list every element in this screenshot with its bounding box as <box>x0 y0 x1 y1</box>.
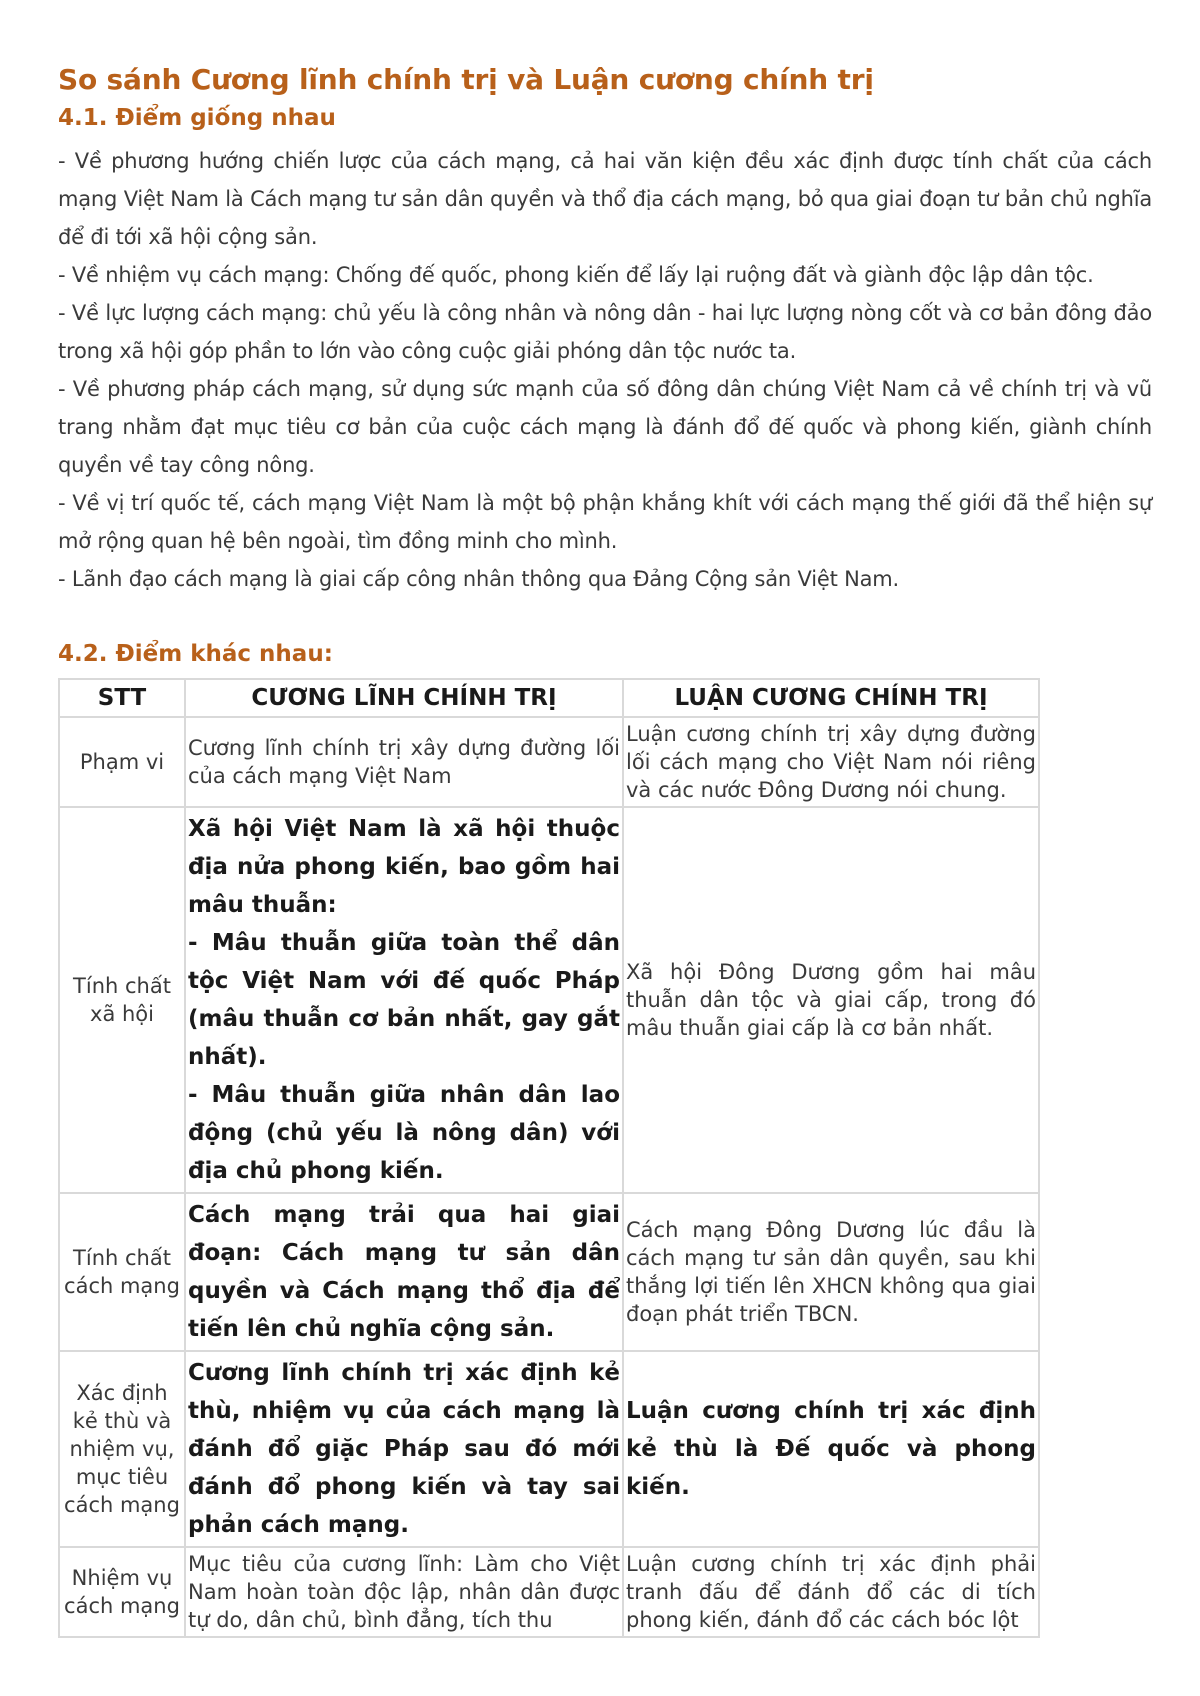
similarity-paragraph: - Về phương pháp cách mạng, sử dụng sức mạnh của số đông dân chúng Việt Nam cả về chính trị và vũ trang nhằm đạt mục tiêu cơ bản của cuộc cách mạng là đánh đổ đế quốc và phong kiến, giành chính quyền về tay công nông. <box>58 377 1152 477</box>
similarities-list <box>58 142 1152 598</box>
row-label-cell: Phạm vi <box>59 717 185 807</box>
table-body <box>59 717 1039 1637</box>
similarity-paragraph: - Về nhiệm vụ cách mạng: Chống đế quốc, phong kiến để lấy lại ruộng đất và giành độc lập dân tộc. <box>58 263 1094 287</box>
luan-cuong-cell <box>623 1547 1039 1637</box>
row-label-cell: Nhiệm vụ cách mạng <box>59 1547 185 1637</box>
row-label-cell: Xác định kẻ thù và nhiệm vụ, mục tiêu cách mạng <box>59 1351 185 1547</box>
cell-text: Xã hội Việt Nam là xã hội thuộc địa nửa phong kiến, bao gồm hai mâu thuẫn: <box>188 816 620 918</box>
section-heading-similarities: 4.1. Điểm giống nhau <box>58 105 336 131</box>
comparison-table <box>58 678 1040 1638</box>
cuong-linh-cell <box>185 717 623 807</box>
luan-cuong-cell <box>623 1351 1039 1547</box>
similarity-paragraph: - Về lực lượng cách mạng: chủ yếu là công nhân và nông dân - hai lực lượng nòng cốt và cơ bản đông đảo trong xã hội góp phần to lớn vào công cuộc giải phóng dân tộc nước ta. <box>58 301 1152 363</box>
cuong-linh-cell <box>185 1547 623 1637</box>
cuong-linh-cell <box>185 1351 623 1547</box>
cell-text: Luận cương chính trị xây dựng đường lối cách mạng cho Việt Nam nói riêng và các nước Đông Dương nói chung. <box>626 722 1036 802</box>
cell-text: Luận cương chính trị xác định kẻ thù là Đế quốc và phong kiến. <box>626 1398 1036 1500</box>
table-row <box>59 717 1039 807</box>
cell-text: Mục tiêu của cương lĩnh: Làm cho Việt Nam hoàn toàn độc lập, nhân dân được tự do, dân chủ, bình đẳng, tích thu <box>188 1552 620 1632</box>
section-heading-differences: 4.2. Điểm khác nhau: <box>58 641 333 667</box>
table-row <box>59 1547 1039 1637</box>
table-row <box>59 807 1039 1193</box>
similarity-paragraph: - Về vị trí quốc tế, cách mạng Việt Nam là một bộ phận khắng khít với cách mạng thế giới đã thể hiện sự mở rộng quan hệ bên ngoài, tìm đồng minh cho mình. <box>58 491 1152 553</box>
cell-text: Luận cương chính trị xác định phải tranh đấu để đánh đổ các di tích phong kiến, đánh đổ các cách bóc lột <box>626 1552 1036 1632</box>
cell-text: - Mâu thuẫn giữa toàn thể dân tộc Việt Nam với đế quốc Pháp (mâu thuẫn cơ bản nhất, gay gắt nhất). <box>188 930 620 1070</box>
column-header-cuong-linh: CƯƠNG LĨNH CHÍNH TRỊ <box>185 679 623 717</box>
similarity-paragraph: - Lãnh đạo cách mạng là giai cấp công nhân thông qua Đảng Cộng sản Việt Nam. <box>58 567 899 591</box>
table-header-row <box>59 679 1039 717</box>
page-title: So sánh Cương lĩnh chính trị và Luận cương chính trị <box>58 63 874 96</box>
cuong-linh-cell <box>185 1193 623 1351</box>
cell-text: - Mâu thuẫn giữa nhân dân lao động (chủ yếu là nông dân) với địa chủ phong kiến. <box>188 1082 620 1184</box>
column-header-stt: STT <box>59 679 185 717</box>
cell-text: Cương lĩnh chính trị xác định kẻ thù, nhiệm vụ của cách mạng là đánh đổ giặc Pháp sau đó mới đánh đổ phong kiến và tay sai phản cách mạng. <box>188 1360 620 1538</box>
table-row <box>59 1351 1039 1547</box>
cuong-linh-cell <box>185 807 623 1193</box>
luan-cuong-cell <box>623 1193 1039 1351</box>
cell-text: Cách mạng Đông Dương lúc đầu là cách mạng tư sản dân quyền, sau khi thắng lợi tiến lên XHCN không qua giai đoạn phát triển TBCN. <box>626 1218 1036 1326</box>
column-header-luan-cuong: LUẬN CƯƠNG CHÍNH TRỊ <box>623 679 1039 717</box>
similarity-paragraph: - Về phương hướng chiến lược của cách mạng, cả hai văn kiện đều xác định được tính chất của cách mạng Việt Nam là Cách mạng tư sản dân quyền và thổ địa cách mạng, bỏ qua giai đoạn tư bản chủ nghĩa để đi tới xã hội cộng sản. <box>58 149 1152 249</box>
cell-text: Xã hội Đông Dương gồm hai mâu thuẫn dân tộc và giai cấp, trong đó mâu thuẫn giai cấp là cơ bản nhất. <box>626 960 1036 1040</box>
luan-cuong-cell <box>623 807 1039 1193</box>
luan-cuong-cell <box>623 717 1039 807</box>
row-label-cell: Tính chất cách mạng <box>59 1193 185 1351</box>
cell-text: Cách mạng trải qua hai giai đoạn: Cách mạng tư sản dân quyền và Cách mạng thổ địa để tiến lên chủ nghĩa cộng sản. <box>188 1202 620 1342</box>
row-label-cell: Tính chất xã hội <box>59 807 185 1193</box>
document-page <box>58 60 1152 1638</box>
table-row <box>59 1193 1039 1351</box>
cell-text: Cương lĩnh chính trị xây dựng đường lối của cách mạng Việt Nam <box>188 736 620 788</box>
